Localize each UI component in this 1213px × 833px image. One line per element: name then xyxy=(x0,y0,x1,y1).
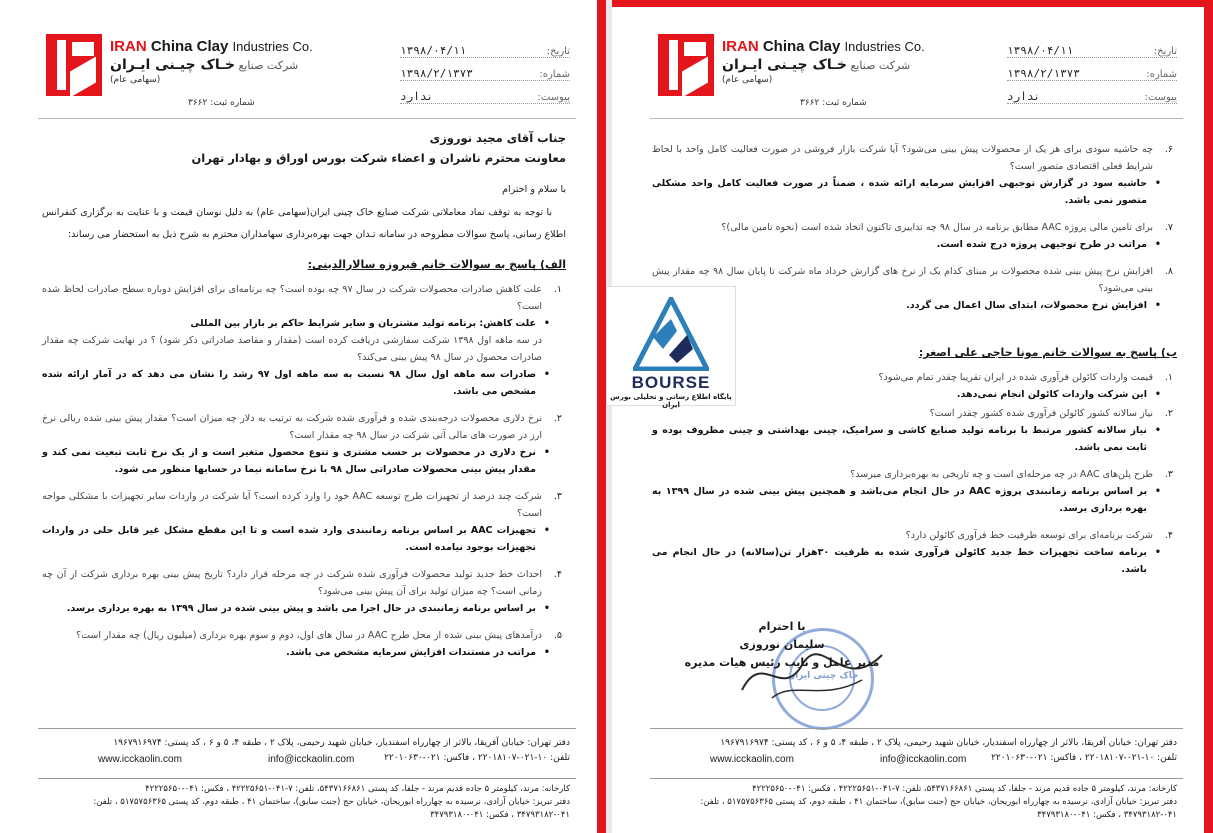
red-top-bar xyxy=(612,0,1213,7)
bourse-name: BOURSE xyxy=(631,373,711,392)
sign-regards: با احترام xyxy=(758,620,806,633)
number-label: شماره: xyxy=(1146,69,1177,80)
answer-3: • تجهیزات AAC بر اساس برنامه زمانبندی وارد شده است و تا این مقطع مشکل غیر قابل حلی در واردات تجهیزات بوجود نیامده است. xyxy=(42,522,566,556)
question-4: ۴. احداث خط جدید تولید محصولات فرآوری شده شرکت در چه مرحله قرار دارد؟ تاریخ پیش بینی بهره برداری شرکت از آن چه زمانی است؟ چه میزان تولید برای آن پیش بینی می‌شود؟ xyxy=(42,569,562,597)
signature-block xyxy=(672,618,892,672)
question-b1: ۱. قیمت واردات کائولن فرآوری شده در ایران تقریبا چقدر تمام می‌شود؟ xyxy=(878,372,1173,383)
answer-1: • علت کاهش: برنامه تولید مشتریان و سایر شرایط حاکم بر بازار بین المللی xyxy=(42,315,566,332)
brand-public: (سهامی عام) xyxy=(110,75,161,85)
intro-paragraph: با توجه به توقف نماد معاملاتی شرکت صنایع خاک چینی ایران(سهامی عام) به دلیل نوسان قیمت و با عنایت به برگزاری کنفرانس اطلاع رسانی، پاسخ سوالات مطروحه در سامانه تـدان جهت بهره‌برداری سهامداران محترم به شرح ذیل به استحضار می رساند: xyxy=(42,207,566,240)
tabriz-address: دفتر تبریز: خیابان آزادی، نرسیده به چهارراه ابوریحان، خیابان حج (جنت سابق)، ساختمان ۴۱ ، طبقه دوم، کد پستی ۵۱۷۵۷۵۶۳۶۵ ، تلفن: ۰۴۱-۳۴۷۹۳۱۸۲ ، فکس: ۰۴۱-۳۴۷۹۳۱۸۰ xyxy=(700,797,1177,820)
sign-title: مدیر عامل و نایب رئیس هیات مدیره xyxy=(684,656,880,669)
company-brand xyxy=(110,38,370,85)
registration-number: شماره ثبت: ۳۶۶۲ xyxy=(800,98,867,108)
question-b4: ۴. شرکت برنامه‌ای برای توسعه ظرفیت خط فرآوری کائولن دارد؟ xyxy=(905,530,1173,541)
email-link[interactable]: info@icckaolin.com xyxy=(268,754,355,765)
header-divider xyxy=(650,118,1183,119)
brand-industries: Industries Co. xyxy=(232,39,313,54)
brand-fa-name: خـاک چیـنی ایـران xyxy=(722,57,847,73)
answer-5: • مراتب در مستندات افزایش سرمایه مشخص می باشد. xyxy=(42,644,566,661)
question-1: ۱. علت کاهش صادرات محصولات شرکت در سال ۹۷ چه بوده است؟ چه برنامه‌ای برای افزایش دوباره سطح صادرات لحاظ شده است؟ xyxy=(42,284,562,312)
answer-8: • افزایش نرخ محصولات، ابتدای سال اعمال می گردد. xyxy=(652,297,1177,314)
brand-china-clay: China Clay xyxy=(762,38,841,55)
footer-divider-2 xyxy=(38,778,576,779)
number-value: ۱۳۹۸/۲/۱۳۷۳ xyxy=(1007,67,1080,80)
footer-divider xyxy=(38,728,576,729)
question-6: ۶. چه حاشیه سودی برای هر یک از محصولات پیش بینی می‌شود؟ آیا شرکت بازار فروشی در صورت فعالیت کامل واحد با لحاظ شرایط فعلی اقتصادی متصور است؟ xyxy=(652,144,1173,172)
tehran-phone: تلفن: ۱۰-۰۲۱-۲۲۰۱۸۱۰۷ ، فاکس: ۰۲۱-۲۲۰۱۰۶۳۰ xyxy=(384,753,570,763)
footer-divider-2 xyxy=(650,778,1183,779)
brand-fa-company: شرکت صنایع xyxy=(850,59,911,72)
letter-body-left xyxy=(42,127,566,661)
attachment-label: پیوست: xyxy=(1144,92,1177,103)
attachment-value: ندارد xyxy=(400,90,434,103)
bourse-tagline: پایگاه اطلاع رسانی و تحلیلی بورس ایران xyxy=(610,393,732,409)
answer-b4: • برنامه ساخت تجهیزات خط جدید کائولن فرآوری شده به ظرفیت ۳۰هزار تن(سالانه) در حال انجام می باشد. xyxy=(652,544,1177,578)
brand-public: (سهامی عام) xyxy=(722,75,773,85)
question-b2: ۲. نیاز سالانه کشور کائولن فرآوری شده کشور چقدر است؟ xyxy=(929,408,1173,419)
company-logo xyxy=(658,34,714,96)
answer-b1: • این شرکت واردات کائولن انجام نمی‌دهد. xyxy=(652,386,1177,403)
email-link[interactable]: info@icckaolin.com xyxy=(880,754,967,765)
company-logo xyxy=(46,34,102,96)
tehran-address: دفتر تهران: خیابان آفریقا، بالاتر از چهارراه اسفندیار، خیابان شهید رحیمی، پلاک ۲ ، طبقه ۴، ۵ و ۶ ، کد پستی: ۱۹۶۷۹۱۶۹۷۴ xyxy=(720,738,1177,748)
question-8: ۸. افزایش نرخ پیش بینی شده محصولات بر مبنای کدام یک از نرخ های گزارش خرداد ماه شرکت تا پایان سال ۹۸ چه مقدار پیش بینی می‌شود؟ xyxy=(652,266,1173,294)
footer-factory xyxy=(652,783,1177,822)
question-2: ۲. نرخ دلاری محصولات درجه‌بندی شده و فرآوری شده شرکت به ترتیب به دلار چه میزان است؟ مقدار پیش بینی شده ریالی نرخ ارز در صورت های مالی آتی شرکت در سال ۹۸ چه مقدار است؟ xyxy=(42,413,562,441)
brand-fa-company: شرکت صنایع xyxy=(238,59,299,72)
factory-address: کارخانه: مرند، کیلومتر ۵ جاده قدیم مرند - جلفا، کد پستی ۵۴۳۷۱۶۶۸۶۱، تلفن: ۷-۰۴۱-۴۲۲۲۵۶۵۱ ، فکس: ۰۴۱-۴۲۲۲۵۶۵۰ xyxy=(752,784,1177,794)
answer-b2: • نیاز سالانه کشور مرتبط با برنامه تولید صنایع کاشی و سرامیک، چینی بهداشتی و چینی مظروف بوده و ثابت نمی باشد. xyxy=(652,422,1177,456)
footer-tehran-office xyxy=(40,736,570,766)
company-brand xyxy=(722,38,982,85)
letter-page-right xyxy=(612,0,1213,833)
answer-4: • بر اساس برنامه زمانبندی در حال اجرا می باشد و پیش بینی شده در سال ۱۳۹۹ به بهره برداری برسد. xyxy=(42,600,566,617)
brand-iran: IRAN xyxy=(722,38,759,55)
letter-meta xyxy=(1007,36,1177,105)
letter-page-left xyxy=(0,0,606,833)
section-title-b: ب) پاسخ به سوالات خانم مونا حاجی علی اصغر: xyxy=(918,346,1177,359)
date-label: تاریخ: xyxy=(546,46,570,57)
bourse-logo xyxy=(606,286,736,409)
date-label: تاریخ: xyxy=(1153,46,1177,57)
footer-factory xyxy=(40,783,570,822)
website-link[interactable]: www.icckaolin.com xyxy=(710,754,794,765)
bourse-mark-icon xyxy=(633,297,709,371)
footer-tehran-office xyxy=(652,736,1177,766)
greeting: با سلام و احترام xyxy=(502,184,566,195)
letter-meta xyxy=(400,36,570,105)
question-b3: ۳. طرح پلن‌های AAC در چه مرحله‌ای است و چه تاریخی به بهره‌برداری میرسد؟ xyxy=(850,469,1173,480)
answer-1b: • صادرات سه ماهه اول سال ۹۸ نسبت به سه ماهه اول ۹۷ رشد را نشان می دهد که در آمار ارائه شده مشخص می باشد. xyxy=(42,366,566,400)
date-value: ۱۳۹۸/۰۴/۱۱ xyxy=(400,44,467,57)
brand-fa-name: خـاک چیـنی ایـران xyxy=(110,57,235,73)
stamp-text: خاک چینی ایران xyxy=(787,671,859,681)
letterhead xyxy=(650,28,1183,116)
attachment-value: ندارد xyxy=(1007,90,1041,103)
letterhead xyxy=(38,28,576,116)
question-7: ۷. برای تامین مالی پروژه AAC مطابق برنامه در سال ۹۸ چه تدابیری تاکنون اتخاذ شده است (نحوه تامین مالی)؟ xyxy=(721,222,1173,233)
brand-iran: IRAN xyxy=(110,38,147,55)
brand-china-clay: China Clay xyxy=(150,38,229,55)
addressee-title: معاونت محترم ناشران و اعضاء شرکت بورس اوراق و بهادار تهران xyxy=(191,151,566,165)
question-5: ۵. درآمدهای پیش بینی شده از محل طرح AAC در سال های اول، دوم و سوم بهره برداری (میلیون ریال) چه مقدار است؟ xyxy=(76,630,562,641)
factory-address: کارخانه: مرند، کیلومتر ۵ جاده قدیم مرند - جلفا، کد پستی ۵۴۳۷۱۶۶۸۶۱، تلفن: ۷-۰۴۱-۴۲۲۲۵۶۵۱ ، فکس: ۰۴۱-۴۲۲۲۵۶۵۰ xyxy=(145,784,570,794)
header-divider xyxy=(38,118,576,119)
question-3: ۳. شرکت چند درصد از تجهیزات طرح توسعه AAC خود را وارد کرده است؟ آیا شرکت در واردات سایر تجهیزات با مشکلی مواجه است؟ xyxy=(42,491,562,519)
footer-divider xyxy=(650,728,1183,729)
attachment-label: پیوست: xyxy=(537,92,570,103)
number-value: ۱۳۹۸/۲/۱۳۷۳ xyxy=(400,67,473,80)
tehran-address: دفتر تهران: خیابان آفریقا، بالاتر از چهارراه اسفندیار، خیابان شهید رحیمی، پلاک ۲ ، طبقه ۴، ۵ و ۶ ، کد پستی: ۱۹۶۷۹۱۶۹۷۴ xyxy=(113,738,570,748)
brand-industries: Industries Co. xyxy=(844,39,925,54)
answer-7: • مراتب در طرح توجیهی پروژه درج شده است. xyxy=(652,236,1177,253)
date-value: ۱۳۹۸/۰۴/۱۱ xyxy=(1007,44,1074,57)
section-title-a: الف) پاسخ به سوالات خانم فیروزه سالارالدینی: xyxy=(307,258,566,271)
answer-6: • حاشیه سود در گزارش توجیهی افزایش سرمایه ارائه شده ، ضمناً در صورت فعالیت کامل واحد مشکلی متصور نمی باشد. xyxy=(652,175,1177,209)
addressee-name: جناب آقای مجید نوروزی xyxy=(429,131,566,145)
red-side-stripe xyxy=(1204,0,1213,833)
answer-2: • نرخ دلاری در محصولات بر حسب مشتری و تنوع محصول متغیر است و از یک نرخ ثابت تبعیت نمی کند و مقدار پیش بینی محصولات صادراتی سال ۹۸ با نرخ سامانه نیما در حسابها منظور می شود. xyxy=(42,444,566,478)
tehran-phone: تلفن: ۱۰-۰۲۱-۲۲۰۱۸۱۰۷ ، فاکس: ۰۲۱-۲۲۰۱۰۶۳۰ xyxy=(991,753,1177,763)
red-side-stripe xyxy=(597,0,606,833)
website-link[interactable]: www.icckaolin.com xyxy=(98,754,182,765)
sign-name: سلیمان نوروزی xyxy=(739,638,825,651)
number-label: شماره: xyxy=(539,69,570,80)
tabriz-address: دفتر تبریز: خیابان آزادی، نرسیده به چهارراه ابوریحان، خیابان حج (جنت سابق)، ساختمان ۴۱ ، طبقه دوم، کد پستی ۵۱۷۵۷۵۶۳۶۵ ، تلفن: ۰۴۱-۳۴۷۹۳۱۸۲ ، فکس: ۰۴۱-۳۴۷۹۳۱۸۰ xyxy=(93,797,570,820)
note-1: در سه ماهه اول ۱۳۹۸ شرکت سفارشی دریافت کرده است (مقدار و مقاصد صادراتی ذکر شود) ؟ در نهایت شرکت چه مقدار صادرات محصول در سال ۹۸ پیش بینی می‌کند؟ xyxy=(42,335,543,363)
answer-b3: • بر اساس برنامه زمانبندی پروژه AAC در حال انجام می‌باشد و همچنین پیش بینی شده در سال ۱۳۹۹ به بهره برداری برسد. xyxy=(652,483,1177,517)
registration-number: شماره ثبت: ۳۶۶۲ xyxy=(188,98,255,108)
